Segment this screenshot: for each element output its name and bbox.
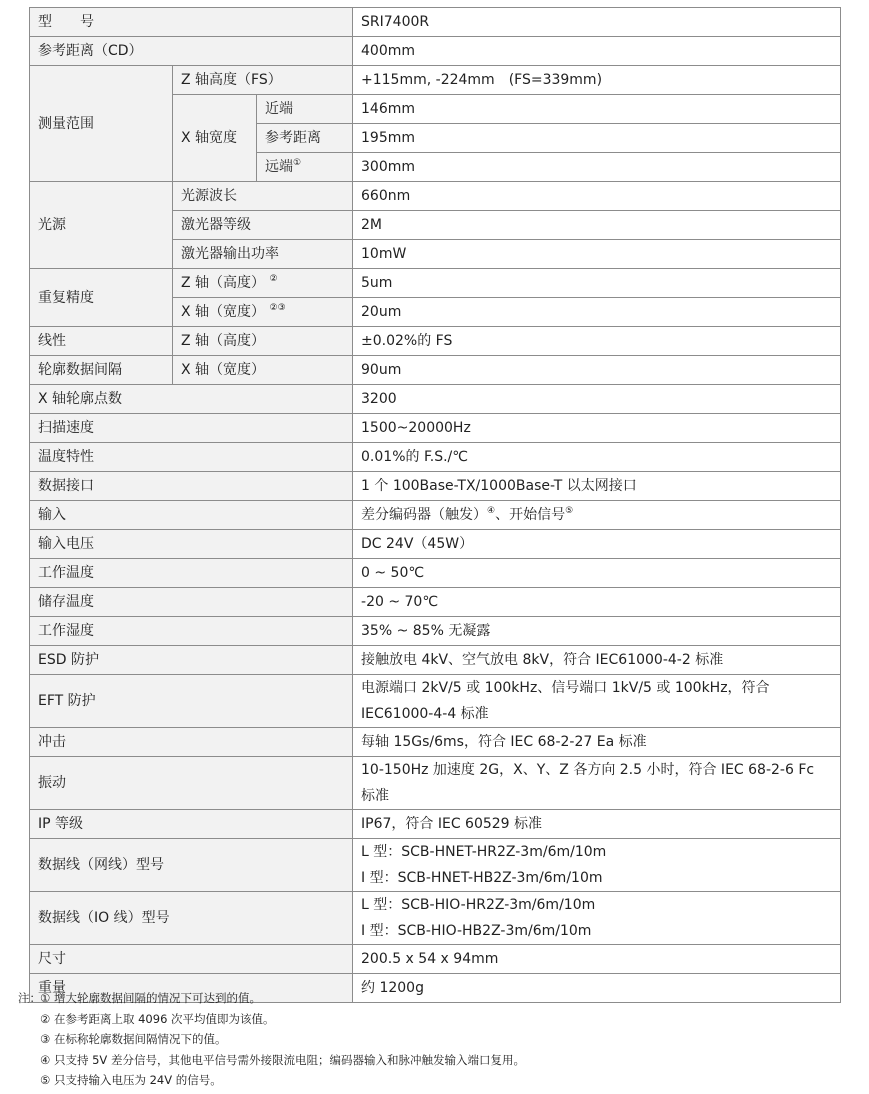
table-row: [30, 646, 841, 675]
row-label-repeat: 重复精度: [30, 269, 173, 327]
row-value-net-cable: [353, 839, 841, 892]
row-label-voltage: 输入电压: [30, 530, 353, 559]
row-label-size: 尺寸: [30, 945, 353, 974]
row-value-voltage: DC 24V（45W）: [353, 530, 841, 559]
row-label-temp-char: 温度特性: [30, 443, 353, 472]
table-row: [30, 385, 841, 414]
table-row: [30, 8, 841, 37]
repeat-x-text: X 轴（宽度）: [181, 304, 266, 320]
row-value-shock: 每轴 15Gs/6ms，符合 IEC 68-2-27 Ea 标准: [353, 728, 841, 757]
row-value-eft: [353, 675, 841, 728]
row-label-model: 型 号: [30, 8, 353, 37]
table-row: [30, 443, 841, 472]
row-value-cd: 400mm: [353, 37, 841, 66]
table-row: [30, 327, 841, 356]
footnote-text: ⑤ 只支持输入电压为 24V 的信号。: [40, 1073, 222, 1087]
table-row: [30, 839, 841, 892]
sub-label-repeat-x: [173, 298, 353, 327]
footnote-line: [18, 1009, 525, 1030]
row-label-interval: 轮廓数据间隔: [30, 356, 173, 385]
row-value-interface: 1 个 100Base-TX/1000Base-T 以太网接口: [353, 472, 841, 501]
footnote-text: ① 增大轮廓数据间隔的情况下可达到的值。: [40, 991, 261, 1005]
row-value-work-temp: 0 ~ 50℃: [353, 559, 841, 588]
row-value-far: 300mm: [353, 153, 841, 182]
footnote-line: [18, 1070, 525, 1091]
sub-label-ref: 参考距离: [257, 124, 353, 153]
row-label-points: X 轴轮廓点数: [30, 385, 353, 414]
table-row: [30, 37, 841, 66]
table-row: [30, 269, 841, 298]
footnote-prefix: 注：: [18, 991, 41, 1005]
table-row: [30, 728, 841, 757]
row-value-size: 200.5 x 54 x 94mm: [353, 945, 841, 974]
row-value-near: 146mm: [353, 95, 841, 124]
spec-table: [29, 7, 841, 1003]
footnote-mark: ①: [293, 158, 302, 168]
footnote-mark: ⑤: [565, 506, 574, 516]
input-text-b: 、开始信号: [495, 507, 566, 523]
table-row: [30, 675, 841, 728]
io-cable-line-2: I 型：SCB-HIO-HB2Z-3m/6m/10m: [361, 923, 592, 939]
row-label-ip: IP 等级: [30, 810, 353, 839]
eft-line-2: IEC61000-4-4 标准: [361, 706, 489, 722]
row-value-humidity: 35% ~ 85% 无凝露: [353, 617, 841, 646]
row-label-net-cable: 数据线（网线）型号: [30, 839, 353, 892]
sub-label-linearity: Z 轴（高度）: [173, 327, 353, 356]
table-row: [30, 588, 841, 617]
row-label-io-cable: 数据线（IO 线）型号: [30, 892, 353, 945]
sub-label-repeat-z: [173, 269, 353, 298]
row-label-humidity: 工作湿度: [30, 617, 353, 646]
row-value-temp-char: 0.01%的 F.S./℃: [353, 443, 841, 472]
sub-label-far: [257, 153, 353, 182]
row-value-ip: IP67，符合 IEC 60529 标准: [353, 810, 841, 839]
footnote-line: [18, 1029, 525, 1050]
row-label-range: 测量范围: [30, 66, 173, 182]
net-cable-line-2: I 型：SCB-HNET-HB2Z-3m/6m/10m: [361, 870, 603, 886]
row-label-interface: 数据接口: [30, 472, 353, 501]
input-text-a: 差分编码器（触发）: [361, 507, 488, 523]
far-label-text: 远端: [265, 159, 293, 175]
table-row: [30, 501, 841, 530]
vibration-line-2: 标准: [361, 788, 390, 804]
vibration-line-1: 10-150Hz 加速度 2G，X、Y、Z 各方向 2.5 小时，符合 IEC 68-2-6 Fc: [361, 762, 815, 778]
row-label-light: 光源: [30, 182, 173, 269]
row-label-shock: 冲击: [30, 728, 353, 757]
table-row: [30, 356, 841, 385]
row-value-speed: 1500~20000Hz: [353, 414, 841, 443]
table-row: [30, 810, 841, 839]
row-value-range-z: +115mm, -224mm (FS=339mm): [353, 66, 841, 95]
row-value-input: [353, 501, 841, 530]
row-label-speed: 扫描速度: [30, 414, 353, 443]
row-value-points: 3200: [353, 385, 841, 414]
repeat-z-text: Z 轴（高度）: [181, 275, 266, 291]
footnote-text: ④ 只支持 5V 差分信号，其他电平信号需外接限流电阻；编码器输入和脉冲触发输入端口复用。: [40, 1052, 525, 1067]
row-value-laser-class: 2M: [353, 211, 841, 240]
sub-label-range-z: Z 轴高度（FS）: [173, 66, 353, 95]
row-label-store-temp: 储存温度: [30, 588, 353, 617]
footnote-mark: ②: [269, 274, 278, 284]
io-cable-line-1: L 型：SCB-HIO-HR2Z-3m/6m/10m: [361, 897, 596, 913]
footnote-line: [18, 988, 525, 1009]
row-label-linearity: 线性: [30, 327, 173, 356]
row-label-esd: ESD 防护: [30, 646, 353, 675]
row-label-vibration: 振动: [30, 757, 353, 810]
net-cable-line-1: L 型：SCB-HNET-HR2Z-3m/6m/10m: [361, 844, 607, 860]
table-row: [30, 892, 841, 945]
table-row: [30, 182, 841, 211]
row-value-laser-power: 10mW: [353, 240, 841, 269]
row-value-repeat-z: 5um: [353, 269, 841, 298]
row-value-ref: 195mm: [353, 124, 841, 153]
row-value-vibration: [353, 757, 841, 810]
table-row: [30, 472, 841, 501]
row-label-weight: 重量: [30, 974, 353, 1003]
row-label-eft: EFT 防护: [30, 675, 353, 728]
table-row: [30, 617, 841, 646]
sub-label-near: 近端: [257, 95, 353, 124]
row-value-wavelength: 660nm: [353, 182, 841, 211]
footnote-mark: ④: [487, 506, 496, 516]
row-label-work-temp: 工作温度: [30, 559, 353, 588]
table-row: [30, 559, 841, 588]
row-value-model: SRI7400R: [353, 8, 841, 37]
row-value-interval: 90um: [353, 356, 841, 385]
eft-line-1: 电源端口 2kV/5 或 100kHz、信号端口 1kV/5 或 100kHz，符合: [361, 680, 770, 696]
row-value-store-temp: -20 ~ 70℃: [353, 588, 841, 617]
row-label-input: 输入: [30, 501, 353, 530]
row-value-weight: 约 1200g: [353, 974, 841, 1003]
table-row: [30, 530, 841, 559]
sub-label-wavelength: 光源波长: [173, 182, 353, 211]
sub-label-laser-class: 激光器等级: [173, 211, 353, 240]
footnote-mark: ②③: [269, 303, 286, 313]
sub-label-laser-power: 激光器输出功率: [173, 240, 353, 269]
sub-label-range-x: X 轴宽度: [173, 95, 257, 182]
table-row: [30, 945, 841, 974]
table-row: [30, 757, 841, 810]
row-value-esd: 接触放电 4kV、空气放电 8kV，符合 IEC61000-4-2 标准: [353, 646, 841, 675]
row-value-linearity: ±0.02%的 FS: [353, 327, 841, 356]
footnote-text: ② 在参考距离上取 4096 次平均值即为该值。: [40, 1011, 275, 1026]
footnote-line: [18, 1050, 525, 1071]
footnote-text: ③ 在标称轮廓数据间隔情况下的值。: [40, 1032, 227, 1046]
footnotes: [18, 988, 525, 1091]
row-value-io-cable: [353, 892, 841, 945]
table-row: [30, 66, 841, 95]
row-label-cd: 参考距离（CD）: [30, 37, 353, 66]
table-row: [30, 414, 841, 443]
sub-label-interval: X 轴（宽度）: [173, 356, 353, 385]
row-value-repeat-x: 20um: [353, 298, 841, 327]
